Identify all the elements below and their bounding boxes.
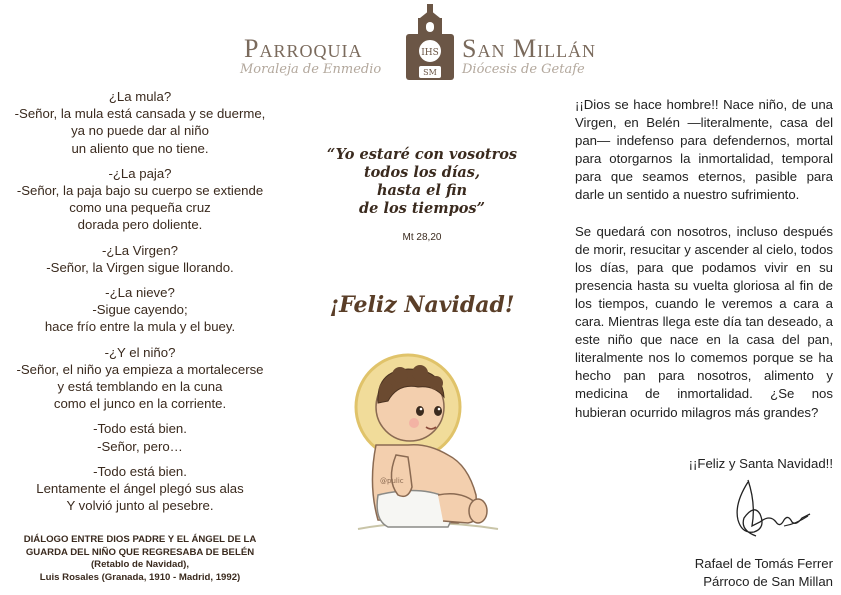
poem-stanza [10, 344, 270, 413]
poem-stanza [10, 420, 270, 454]
credit-line: DIÁLOGO ENTRE DIOS PADRE Y EL ÁNGEL DE LA [23, 534, 257, 545]
poem-line: -¿Y el niño? [104, 344, 176, 360]
poem-line: y está temblando en la cuna [57, 379, 223, 395]
poem-line: hace frío entre la mula y el buey. [44, 319, 236, 335]
poem-credit [10, 534, 270, 584]
credit-line: GUARDA DEL NIÑO QUE REGRESABA DE BELÉN [25, 546, 255, 558]
poem-stanza [10, 463, 270, 515]
poem-stanza [10, 284, 270, 336]
signer-role: Párroco de San Millan [703, 574, 833, 589]
poem-line: -Sigue cayendo; [92, 302, 188, 318]
credit-line: (Retablo de Navidad), [90, 559, 190, 570]
emblem-ihs-text: IHS [421, 48, 439, 58]
poem-line: -¿La nieve? [105, 285, 175, 301]
gospel-quote [322, 146, 522, 218]
credit-line: Luis Rosales (Granada, 1910 - Madrid, 1992) [39, 571, 241, 583]
quote-line: hasta el fin [376, 182, 468, 199]
poem-line: -Señor, la paja bajo su cuerpo se extiende [16, 183, 264, 199]
parish-header [240, 4, 620, 82]
poem-line: -Señor, pero… [97, 438, 183, 454]
quote-line: de los tiempos” [359, 200, 485, 217]
christmas-greeting: ¡Feliz Navidad! [329, 292, 515, 318]
pastor-letter [575, 96, 833, 440]
poem-line: ya no puede dar al niño [71, 123, 209, 139]
baby-jesus-illustration-icon [338, 345, 508, 535]
illustration-signature: @pulic [380, 477, 404, 485]
parish-location: Moralеja de Enmedio [240, 62, 382, 77]
letter-paragraph: Se quedará con nosotros, incluso después de morir, resucitar y ascender al cielo, todos los días, para que podamos vivir en su presencia hasta su vuelta gloriosa al fin de los tiempos, cuando le veremos a cara a cara. Mientras llega este día tan deseado, a este niño que nace en la casa del pan, literalmente nos lo comemos porque se ha hecho pan para nosotros, alimento y medicina de inmortalidad. ¿Se nos hubieran ocurrido milagros más grandes? [575, 223, 834, 420]
quote-line: todos los días, [363, 164, 481, 181]
poem-line: Y volvió junto al pesebre. [66, 498, 214, 514]
poem-line: como una pequeña cruz [69, 200, 211, 216]
poem-line: -Todo está bien. [93, 421, 187, 437]
church-tower-emblem-icon [402, 4, 458, 82]
letter-signer [575, 555, 833, 591]
poem-line: ¿La mula? [108, 89, 172, 104]
signer-name: Rafael de Tomás Ferrer [694, 556, 833, 571]
quote-reference: Mt 28,20 [402, 232, 442, 243]
poem-line: dorada pero doliente. [77, 217, 203, 233]
poem-line: -¿La paja? [108, 165, 172, 181]
poem-line: -Señor, la mula está cansada y se duerme, [14, 106, 266, 122]
poem [10, 88, 270, 522]
letter-paragraph: ¡¡Dios se hace hombre!! Nace niño, de una Virgen, en Belén —literalmente, casa del pan— indefenso para defendernos, mortal para otorgarnos la inmortalidad, temporal para que seamos eternos, pasible para darle un sentido a nuestro sufrimiento. [575, 97, 833, 203]
poem-stanza [10, 165, 270, 234]
poem-line: -Señor, el niño ya empieza a mortalecerse [16, 361, 264, 377]
parish-diocese: Diócesis de Getafe [462, 62, 585, 77]
letter-closing: ¡¡Feliz y Santa Navidad!! [688, 456, 833, 471]
poem-line: -Señor, la Virgen sigue llorando. [46, 259, 234, 275]
poem-stanza [10, 242, 270, 276]
poem-line: -Todo está bien. [93, 463, 187, 479]
poem-line: Lentamente el ángel plegó sus alas [36, 481, 244, 497]
parish-name-right: San Millán [462, 34, 597, 63]
poem-stanza [10, 88, 270, 157]
poem-line: un aliento que no tiene. [71, 140, 209, 156]
handwritten-signature-icon [726, 474, 816, 546]
poem-line: -¿La Virgen? [102, 242, 178, 258]
parish-name-left: Parroquia [244, 34, 363, 63]
poem-line: como el junco en la corriente. [53, 396, 227, 412]
emblem-sm-text: SM [423, 68, 437, 77]
quote-line: “Yo estaré con vosotros [326, 146, 518, 163]
